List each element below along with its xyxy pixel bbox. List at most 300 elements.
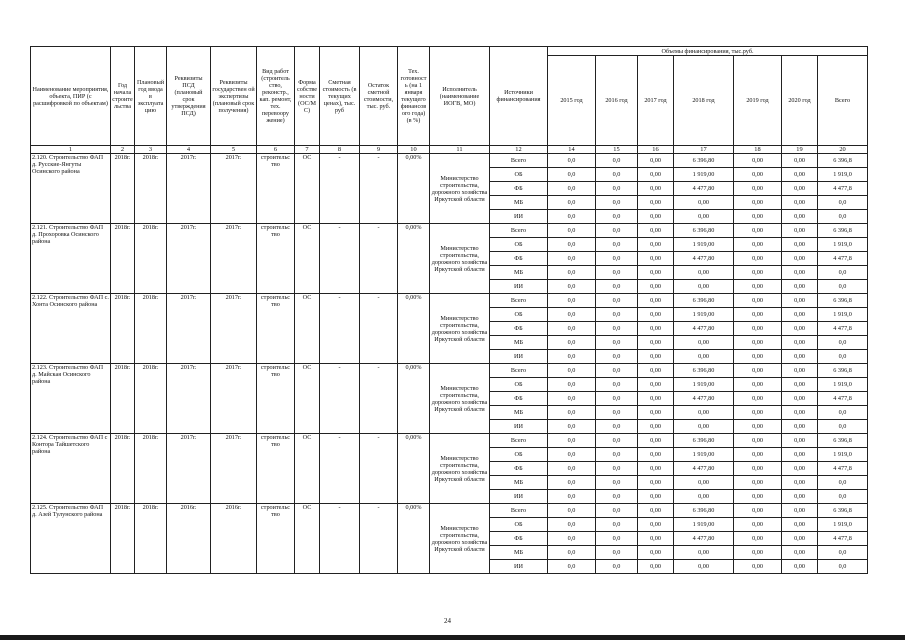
funding-value: 0,00 (638, 476, 674, 490)
funding-value: 0,0 (548, 336, 596, 350)
remaining-cost: - (360, 224, 398, 294)
funding-value: 0,0 (818, 546, 868, 560)
column-number: 5 (211, 146, 257, 154)
readiness: 0,00% (398, 434, 430, 504)
funding-value: 0,0 (548, 210, 596, 224)
funding-value: 1 919,0 (818, 378, 868, 392)
funding-value: 0,00 (734, 406, 782, 420)
executor: Министерство строительства, дорожного хозяйства Иркутской области (430, 504, 490, 574)
funding-source: МБ (490, 406, 548, 420)
funding-source: Всего (490, 294, 548, 308)
ownership: ОС (295, 224, 320, 294)
funding-value: 0,00 (734, 448, 782, 462)
funding-value: 0,00 (674, 336, 734, 350)
table-row (31, 364, 868, 378)
funding-value: 4 477,8 (818, 322, 868, 336)
funding-value: 0,00 (782, 168, 818, 182)
expertise-date: 2016г. (211, 504, 257, 574)
funding-value: 0,00 (734, 252, 782, 266)
funding-value: 0,00 (734, 364, 782, 378)
funding-source: ОБ (490, 168, 548, 182)
funding-value: 0,0 (596, 364, 638, 378)
funding-value: 0,00 (782, 546, 818, 560)
expertise-date: 2017г. (211, 364, 257, 434)
funding-value: 0,00 (782, 182, 818, 196)
funding-source: Всего (490, 434, 548, 448)
scan-edge (0, 635, 905, 640)
funding-value: 0,0 (818, 210, 868, 224)
funding-value: 0,0 (818, 490, 868, 504)
page-number: 24 (444, 617, 451, 625)
funding-value: 0,00 (782, 350, 818, 364)
funding-value: 0,00 (674, 266, 734, 280)
funding-source: ФБ (490, 252, 548, 266)
start-year: 2018г. (111, 224, 135, 294)
funding-value: 0,0 (596, 182, 638, 196)
funding-value: 0,00 (782, 196, 818, 210)
funding-value: 0,00 (638, 266, 674, 280)
funding-value: 6 396,80 (674, 434, 734, 448)
estimated-cost: - (320, 504, 360, 574)
work-type: строительс тво (257, 224, 295, 294)
funding-value: 0,00 (638, 378, 674, 392)
object-name: 2.122. Строительство ФАП с. Хонта Осинского района (31, 294, 111, 364)
column-number: 19 (782, 146, 818, 154)
table-row (31, 434, 868, 448)
start-year: 2018г. (111, 154, 135, 224)
funding-value: 4 477,8 (818, 462, 868, 476)
financing-table (30, 46, 868, 574)
funding-source: Всего (490, 224, 548, 238)
funding-value: 0,0 (596, 210, 638, 224)
funding-value: 1 919,0 (818, 308, 868, 322)
funding-value: 0,0 (596, 266, 638, 280)
funding-value: 0,00 (638, 168, 674, 182)
funding-value: 0,0 (596, 560, 638, 574)
funding-source: ФБ (490, 532, 548, 546)
header-name: Наименование мероприятия, объекта, ПИР (с расшифровкой по объектам) (31, 47, 111, 146)
funding-value: 0,0 (818, 350, 868, 364)
commission-year: 2018г. (135, 154, 167, 224)
header-funding-source: Источники финансирования (490, 47, 548, 146)
funding-value: 0,00 (638, 434, 674, 448)
funding-value: 0,00 (782, 490, 818, 504)
funding-value: 6 396,80 (674, 364, 734, 378)
funding-value: 0,0 (818, 560, 868, 574)
funding-value: 0,00 (674, 420, 734, 434)
funding-value: 0,0 (548, 308, 596, 322)
funding-value: 0,00 (734, 280, 782, 294)
funding-value: 0,0 (548, 560, 596, 574)
column-number: 11 (430, 146, 490, 154)
funding-value: 6 396,8 (818, 504, 868, 518)
funding-value: 4 477,80 (674, 182, 734, 196)
funding-value: 1 919,0 (818, 518, 868, 532)
funding-value: 0,00 (638, 336, 674, 350)
funding-value: 0,0 (548, 546, 596, 560)
funding-value: 0,0 (548, 266, 596, 280)
funding-value: 0,00 (638, 560, 674, 574)
funding-value: 0,00 (734, 350, 782, 364)
funding-value: 0,00 (734, 322, 782, 336)
funding-value: 0,0 (818, 196, 868, 210)
funding-source: ОБ (490, 448, 548, 462)
object-name: 2.123. Строительство ФАП д. Майская Осинского района (31, 364, 111, 434)
funding-value: 0,00 (734, 308, 782, 322)
funding-value: 0,0 (596, 406, 638, 420)
psd-date: 2017г. (167, 224, 211, 294)
funding-value: 0,0 (596, 504, 638, 518)
remaining-cost: - (360, 364, 398, 434)
funding-value: 0,0 (548, 238, 596, 252)
psd-date: 2017г. (167, 154, 211, 224)
executor: Министерство строительства, дорожного хозяйства Иркутской области (430, 154, 490, 224)
header-expertise: Реквизиты государствен ой экспертизы (плановый срок получения) (211, 47, 257, 146)
funding-value: 0,0 (548, 434, 596, 448)
estimated-cost: - (320, 224, 360, 294)
readiness: 0,00% (398, 154, 430, 224)
ownership: ОС (295, 504, 320, 574)
funding-value: 6 396,80 (674, 224, 734, 238)
funding-value: 0,00 (782, 336, 818, 350)
remaining-cost: - (360, 294, 398, 364)
funding-value: 0,0 (548, 378, 596, 392)
funding-value: 0,00 (734, 504, 782, 518)
funding-value: 0,0 (596, 238, 638, 252)
funding-source: МБ (490, 336, 548, 350)
funding-value: 0,00 (638, 504, 674, 518)
expertise-date: 2017г. (211, 224, 257, 294)
funding-value: 0,00 (638, 462, 674, 476)
work-type: строительс тво (257, 154, 295, 224)
commission-year: 2018г. (135, 364, 167, 434)
funding-value: 6 396,8 (818, 434, 868, 448)
funding-value: 0,00 (782, 560, 818, 574)
funding-value: 6 396,8 (818, 294, 868, 308)
header-year: 2018 год (674, 56, 734, 146)
header-psd: Реквизиты ПСД (плановый срок утверждения ПСД) (167, 47, 211, 146)
funding-value: 1 919,00 (674, 238, 734, 252)
funding-source: ОБ (490, 378, 548, 392)
funding-value: 0,00 (782, 532, 818, 546)
executor: Министерство строительства, дорожного хозяйства Иркутской области (430, 294, 490, 364)
table-row (31, 224, 868, 238)
funding-value: 0,0 (596, 532, 638, 546)
psd-date: 2016г. (167, 504, 211, 574)
estimated-cost: - (320, 294, 360, 364)
funding-value: 1 919,00 (674, 378, 734, 392)
funding-value: 0,00 (782, 280, 818, 294)
funding-value: 0,0 (818, 280, 868, 294)
funding-value: 0,00 (782, 504, 818, 518)
funding-value: 4 477,80 (674, 532, 734, 546)
column-number: 1 (31, 146, 111, 154)
funding-value: 4 477,80 (674, 322, 734, 336)
expertise-date: 2017г. (211, 434, 257, 504)
funding-value: 0,00 (638, 280, 674, 294)
funding-value: 0,00 (638, 406, 674, 420)
funding-value: 1 919,0 (818, 448, 868, 462)
funding-value: 1 919,00 (674, 448, 734, 462)
funding-value: 0,00 (674, 490, 734, 504)
funding-value: 0,00 (638, 364, 674, 378)
funding-value: 4 477,80 (674, 252, 734, 266)
funding-value: 0,00 (674, 350, 734, 364)
funding-value: 0,00 (734, 560, 782, 574)
header-ownership: Форма собстве ности (ОС/М С) (295, 47, 320, 146)
estimated-cost: - (320, 364, 360, 434)
funding-source: ФБ (490, 462, 548, 476)
funding-value: 0,0 (596, 350, 638, 364)
remaining-cost: - (360, 504, 398, 574)
psd-date: 2017г. (167, 364, 211, 434)
funding-value: 0,00 (782, 476, 818, 490)
commission-year: 2018г. (135, 434, 167, 504)
funding-value: 0,00 (782, 462, 818, 476)
start-year: 2018г. (111, 294, 135, 364)
funding-value: 0,00 (674, 406, 734, 420)
executor: Министерство строительства, дорожного хозяйства Иркутской области (430, 364, 490, 434)
funding-source: ИИ (490, 560, 548, 574)
funding-value: 0,00 (782, 308, 818, 322)
funding-source: Всего (490, 154, 548, 168)
funding-value: 0,00 (782, 252, 818, 266)
funding-value: 0,0 (596, 448, 638, 462)
funding-source: ИИ (490, 350, 548, 364)
funding-value: 0,00 (782, 518, 818, 532)
funding-source: ИИ (490, 210, 548, 224)
funding-value: 4 477,80 (674, 462, 734, 476)
funding-source: ИИ (490, 490, 548, 504)
funding-source: ИИ (490, 420, 548, 434)
funding-source: ФБ (490, 392, 548, 406)
header-funding-volumes: Объемы финансирования, тыс.руб. (548, 47, 868, 56)
funding-value: 0,00 (674, 280, 734, 294)
ownership: ОС (295, 364, 320, 434)
funding-value: 0,0 (596, 154, 638, 168)
funding-value: 6 396,80 (674, 504, 734, 518)
funding-value: 0,0 (596, 392, 638, 406)
funding-value: 0,00 (782, 224, 818, 238)
funding-value: 0,0 (548, 280, 596, 294)
funding-value: 0,00 (638, 546, 674, 560)
executor: Министерство строительства, дорожного хозяйства Иркутской области (430, 434, 490, 504)
column-number: 17 (674, 146, 734, 154)
funding-value: 0,0 (548, 518, 596, 532)
funding-value: 0,0 (596, 546, 638, 560)
funding-value: 0,0 (596, 252, 638, 266)
funding-value: 0,0 (596, 518, 638, 532)
funding-value: 0,0 (818, 406, 868, 420)
funding-source: МБ (490, 266, 548, 280)
funding-value: 0,0 (818, 266, 868, 280)
funding-value: 0,0 (548, 462, 596, 476)
funding-value: 0,00 (734, 490, 782, 504)
readiness: 0,00% (398, 504, 430, 574)
estimated-cost: - (320, 434, 360, 504)
header-start-year: Год начала строите льства (111, 47, 135, 146)
funding-source: ОБ (490, 308, 548, 322)
estimated-cost: - (320, 154, 360, 224)
ownership: ОС (295, 434, 320, 504)
commission-year: 2018г. (135, 224, 167, 294)
ownership: ОС (295, 294, 320, 364)
funding-source: МБ (490, 546, 548, 560)
header-work-type: Вид работ (строитель ство, реконстр., кап. ремонт, тех. перевоору жение) (257, 47, 295, 146)
funding-source: МБ (490, 476, 548, 490)
funding-value: 4 477,80 (674, 392, 734, 406)
funding-value: 0,00 (782, 322, 818, 336)
readiness: 0,00% (398, 364, 430, 434)
funding-value: 0,00 (734, 420, 782, 434)
funding-value: 0,00 (734, 434, 782, 448)
column-number: 15 (596, 146, 638, 154)
expertise-date: 2017г. (211, 294, 257, 364)
column-number: 8 (320, 146, 360, 154)
object-name: 2.121. Строительство ФАП д. Прохоровка Осинского района (31, 224, 111, 294)
funding-value: 1 919,00 (674, 518, 734, 532)
funding-value: 0,0 (548, 294, 596, 308)
funding-value: 0,00 (734, 238, 782, 252)
funding-value: 0,0 (596, 490, 638, 504)
funding-value: 0,00 (674, 210, 734, 224)
start-year: 2018г. (111, 504, 135, 574)
funding-value: 0,0 (596, 462, 638, 476)
executor: Министерство строительства, дорожного хозяйства Иркутской области (430, 224, 490, 294)
funding-value: 0,0 (818, 336, 868, 350)
header-year: 2019 год (734, 56, 782, 146)
funding-source: ИИ (490, 280, 548, 294)
column-number: 12 (490, 146, 548, 154)
column-number: 2 (111, 146, 135, 154)
funding-value: 0,00 (638, 154, 674, 168)
funding-value: 0,00 (734, 182, 782, 196)
funding-value: 0,0 (548, 532, 596, 546)
funding-value: 0,0 (548, 224, 596, 238)
funding-value: 0,00 (638, 182, 674, 196)
funding-value: 0,00 (734, 532, 782, 546)
funding-value: 0,0 (548, 252, 596, 266)
funding-value: 0,00 (638, 252, 674, 266)
column-numbers-row (31, 146, 868, 154)
funding-value: 0,0 (548, 476, 596, 490)
funding-value: 0,0 (548, 392, 596, 406)
header-executor: Исполнитель (наименование ИОГВ, МО) (430, 47, 490, 146)
funding-value: 6 396,8 (818, 364, 868, 378)
funding-value: 0,00 (782, 238, 818, 252)
funding-value: 0,0 (596, 294, 638, 308)
funding-value: 0,00 (674, 546, 734, 560)
funding-value: 0,00 (734, 392, 782, 406)
funding-source: ФБ (490, 322, 548, 336)
funding-value: 0,00 (638, 392, 674, 406)
psd-date: 2017г. (167, 434, 211, 504)
funding-value: 0,00 (638, 308, 674, 322)
funding-value: 0,0 (548, 420, 596, 434)
funding-source: ФБ (490, 182, 548, 196)
funding-value: 0,00 (782, 266, 818, 280)
funding-value: 0,00 (638, 294, 674, 308)
column-number: 4 (167, 146, 211, 154)
funding-value: 0,0 (818, 420, 868, 434)
funding-value: 0,00 (638, 448, 674, 462)
column-number: 14 (548, 146, 596, 154)
ownership: ОС (295, 154, 320, 224)
header-year: 2017 год (638, 56, 674, 146)
object-name: 2.120. Строительство ФАП д. Русские-Янгуты Осинского района (31, 154, 111, 224)
funding-value: 0,00 (638, 196, 674, 210)
readiness: 0,00% (398, 224, 430, 294)
readiness: 0,00% (398, 294, 430, 364)
funding-source: Всего (490, 504, 548, 518)
column-number: 20 (818, 146, 868, 154)
funding-value: 0,0 (548, 504, 596, 518)
funding-value: 0,0 (596, 378, 638, 392)
header-readiness: Тех. готовност ь (на 1 января текущего финансов ого года) (в %) (398, 47, 430, 146)
funding-value: 0,00 (638, 238, 674, 252)
commission-year: 2018г. (135, 504, 167, 574)
work-type: строительс тво (257, 294, 295, 364)
funding-value: 0,0 (596, 336, 638, 350)
funding-value: 0,0 (548, 322, 596, 336)
funding-value: 0,0 (596, 322, 638, 336)
funding-value: 0,00 (782, 154, 818, 168)
header-commission-year: Плановый год ввода в эксплуата цию (135, 47, 167, 146)
header-estimated-cost: Сметная стоимость (в текущих ценах), тыс. руб (320, 47, 360, 146)
funding-value: 1 919,0 (818, 168, 868, 182)
remaining-cost: - (360, 154, 398, 224)
funding-value: 0,00 (734, 546, 782, 560)
funding-value: 0,00 (734, 294, 782, 308)
work-type: строительс тво (257, 434, 295, 504)
funding-value: 0,00 (638, 210, 674, 224)
funding-value: 6 396,8 (818, 154, 868, 168)
header-year: 2020 год (782, 56, 818, 146)
funding-value: 0,0 (596, 420, 638, 434)
column-number: 3 (135, 146, 167, 154)
funding-value: 0,00 (674, 560, 734, 574)
funding-value: 0,00 (734, 336, 782, 350)
funding-value: 0,00 (734, 378, 782, 392)
column-number: 6 (257, 146, 295, 154)
funding-value: 6 396,80 (674, 294, 734, 308)
funding-value: 0,00 (734, 518, 782, 532)
funding-value: 1 919,00 (674, 168, 734, 182)
funding-value: 0,00 (734, 168, 782, 182)
psd-date: 2017г. (167, 294, 211, 364)
funding-value: 0,0 (548, 154, 596, 168)
funding-value: 1 919,0 (818, 238, 868, 252)
funding-value: 0,0 (548, 364, 596, 378)
column-number: 18 (734, 146, 782, 154)
funding-value: 0,00 (734, 210, 782, 224)
object-name: 2.124. Строительство ФАП с Контора Тайшетского района (31, 434, 111, 504)
funding-value: 0,00 (782, 448, 818, 462)
funding-value: 0,00 (734, 462, 782, 476)
funding-value: 0,0 (596, 434, 638, 448)
column-number: 9 (360, 146, 398, 154)
funding-value: 0,00 (782, 406, 818, 420)
funding-value: 0,0 (548, 490, 596, 504)
funding-value: 0,0 (596, 168, 638, 182)
funding-value: 0,00 (734, 224, 782, 238)
work-type: строительс тво (257, 364, 295, 434)
funding-value: 1 919,00 (674, 308, 734, 322)
funding-value: 0,00 (734, 154, 782, 168)
funding-value: 0,00 (638, 224, 674, 238)
funding-value: 0,00 (674, 196, 734, 210)
header-total: Всего (818, 56, 868, 146)
